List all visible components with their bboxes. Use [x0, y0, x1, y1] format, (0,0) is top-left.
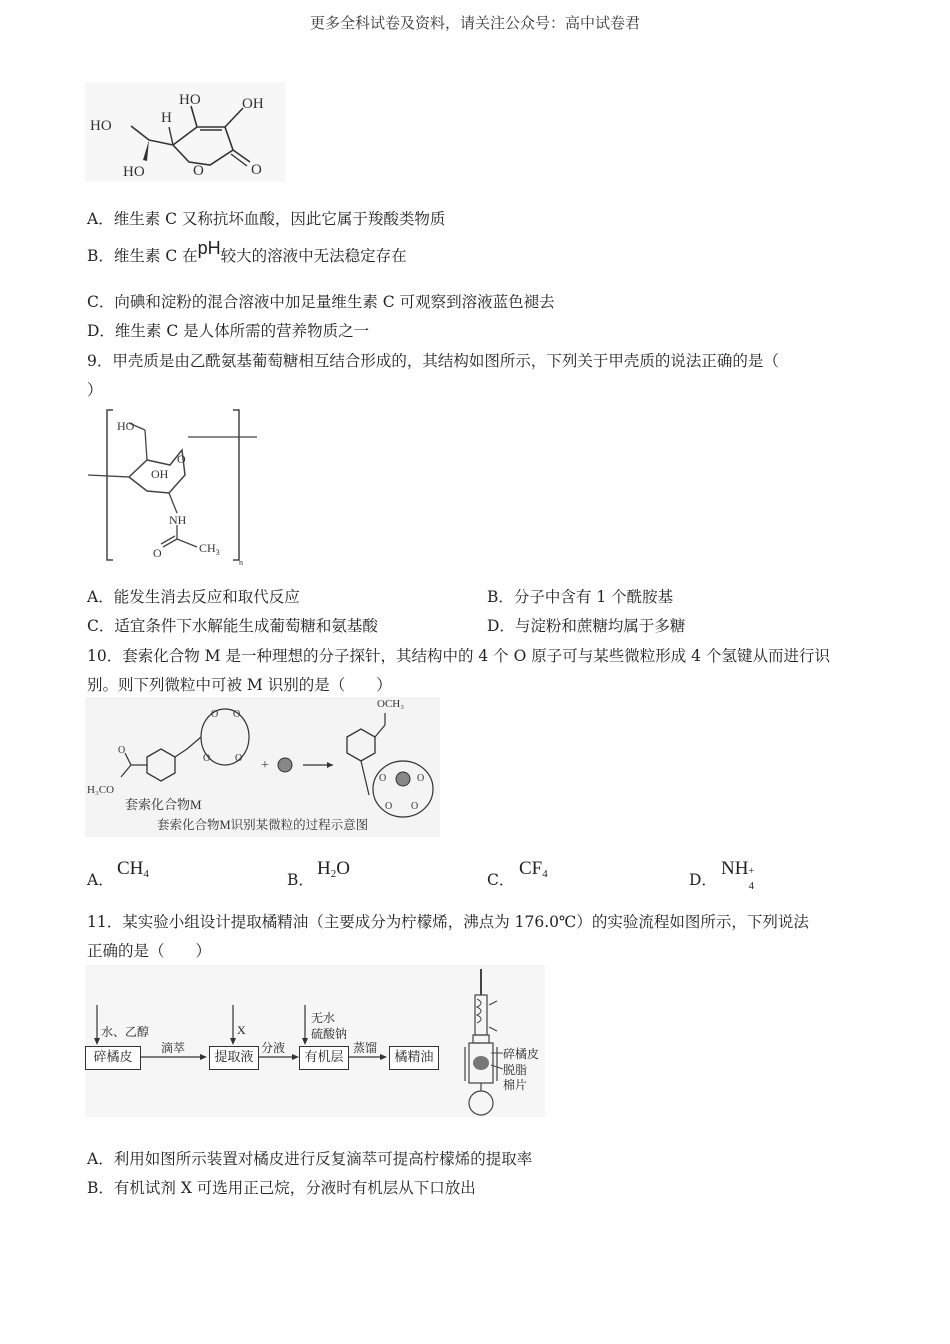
h-label: H: [161, 110, 172, 126]
chitin-ch3-label: $CH_3$: [199, 541, 220, 557]
flow-step-separate: 分液: [261, 1041, 286, 1055]
flow-input-x: X: [237, 1023, 246, 1037]
product-o-3: O: [385, 801, 393, 812]
chitin-oh-label: OH: [151, 467, 169, 481]
figure-caption: 套索化合物M识别某微粒的过程示意图: [157, 818, 369, 832]
lasso-compound-figure: [85, 697, 440, 837]
q9-stem-line2: ）: [87, 381, 103, 399]
apparatus-label-cotton: 棉片: [503, 1078, 528, 1092]
chitin-ho-label: HO: [117, 419, 135, 433]
oh-top-label: OH: [242, 96, 264, 112]
vitamin-c-structure: [85, 82, 285, 182]
chitin-ring-o-label: O: [177, 452, 186, 466]
ph-symbol: pH: [197, 238, 221, 258]
plus-sign: +: [261, 758, 269, 773]
crown-o-1: O: [211, 709, 219, 720]
ho-top-label: HO: [179, 92, 201, 108]
flow-box-organic-layer: 有机层: [299, 1046, 349, 1070]
page-header: 更多全科试卷及资料，请关注公众号：高中试卷君: [309, 14, 640, 32]
h3co-label: H₃CO: [87, 784, 115, 796]
flow-step-drip-extract: 滴萃: [161, 1041, 186, 1055]
q10-option-d-letter: D．: [689, 871, 717, 889]
ho-left-label: HO: [90, 118, 112, 134]
crown-o-4: O: [235, 753, 243, 764]
q10-option-d-formula: NH + 4: [721, 858, 755, 892]
crown-o-3: O: [203, 753, 211, 764]
product-o-1: O: [379, 773, 387, 784]
chitin-structure: [85, 405, 265, 567]
q10-option-b-letter: B．: [287, 871, 314, 889]
flow-input-sodium-sulfate: 硫酸钠: [311, 1027, 348, 1041]
flow-box-extract: 提取液: [209, 1046, 259, 1070]
q11-option-b: B．有机试剂 X 可选用正己烷，分液时有机层从下口放出: [87, 1179, 476, 1197]
q10-option-a-formula: CH4: [117, 858, 149, 880]
flow-box-essential-oil: 橘精油: [389, 1046, 439, 1070]
q8-option-d: D．维生素 C 是人体所需的营养物质之一: [87, 322, 370, 340]
chitin-carbonyl-o-label: O: [153, 546, 162, 560]
apparatus-label-degreased: 脱脂: [503, 1063, 528, 1077]
apparatus-label-peel: 碎橘皮: [503, 1047, 540, 1061]
ring-oxygen-label: O: [193, 163, 204, 179]
q9-option-b: B．分子中含有 1 个酰胺基: [487, 588, 674, 606]
extraction-flow-diagram: [85, 965, 545, 1117]
lasso-m-label: 套索化合物M: [125, 797, 202, 812]
flow-input-anhydrous: 无水: [311, 1011, 336, 1025]
q10-option-c-formula: CF4: [519, 858, 548, 880]
q10-option-b-formula: H2O: [317, 858, 350, 880]
q10-stem-line1: 10．套索化合物 M 是一种理想的分子探针，其结构中的 4 个 O 原子可与某些微粒形成 4 个氢键从而进行识: [87, 647, 830, 665]
product-o-4: O: [411, 801, 419, 812]
carbonyl-oxygen-label: O: [251, 162, 262, 178]
q8-option-c: C．向碘和淀粉的混合溶液中加足量维生素 C 可观察到溶液蓝色褪去: [87, 293, 555, 311]
flow-input-water-ethanol: 水、乙醇: [101, 1025, 150, 1039]
flow-step-distill: 蒸馏: [353, 1041, 378, 1055]
q11-stem-line2: 正确的是（ ）: [87, 942, 212, 960]
q11-stem-line1: 11．某实验小组设计提取橘精油（主要成分为柠檬烯，沸点为 176.0℃）的实验流程如图所示，下列说法: [87, 913, 809, 931]
ester-o-left: O: [118, 745, 126, 756]
product-o-2: O: [417, 773, 425, 784]
particle-icon: [278, 758, 292, 772]
q11-option-a: A．利用如图所示装置对橘皮进行反复滴萃可提高柠檬烯的提取率: [87, 1150, 533, 1168]
q9-option-a: A．能发生消去反应和取代反应: [87, 588, 300, 606]
q10-option-c-letter: C．: [487, 871, 515, 889]
ho-bottom-label: HO: [123, 164, 145, 180]
q8-option-b: B．维生素 C 在pH较大的溶液中无法稳定存在: [87, 238, 407, 265]
flow-box-crushed-peel: 碎橘皮: [85, 1046, 141, 1070]
q9-option-d: D．与淀粉和蔗糖均属于多糖: [487, 617, 686, 635]
chitin-n-label: n: [239, 558, 243, 567]
q10-stem-line2: 别。则下列微粒中可被 M 识别的是（ ）: [87, 676, 392, 694]
q10-option-a-letter: A．: [87, 871, 114, 889]
q8-option-a: A．维生素 C 又称抗坏血酸，因此它属于羧酸类物质: [87, 210, 446, 228]
chitin-nh-label: NH: [169, 513, 187, 527]
q9-option-c: C．适宜条件下水解能生成葡萄糖和氨基酸: [87, 617, 378, 635]
q9-stem-line1: 9．甲壳质是由乙酰氨基葡萄糖相互结合形成的，其结构如图所示，下列关于甲壳质的说法正确的是（: [87, 352, 779, 370]
och3-label: OCH₃: [377, 698, 405, 710]
crown-o-2: O: [233, 709, 241, 720]
